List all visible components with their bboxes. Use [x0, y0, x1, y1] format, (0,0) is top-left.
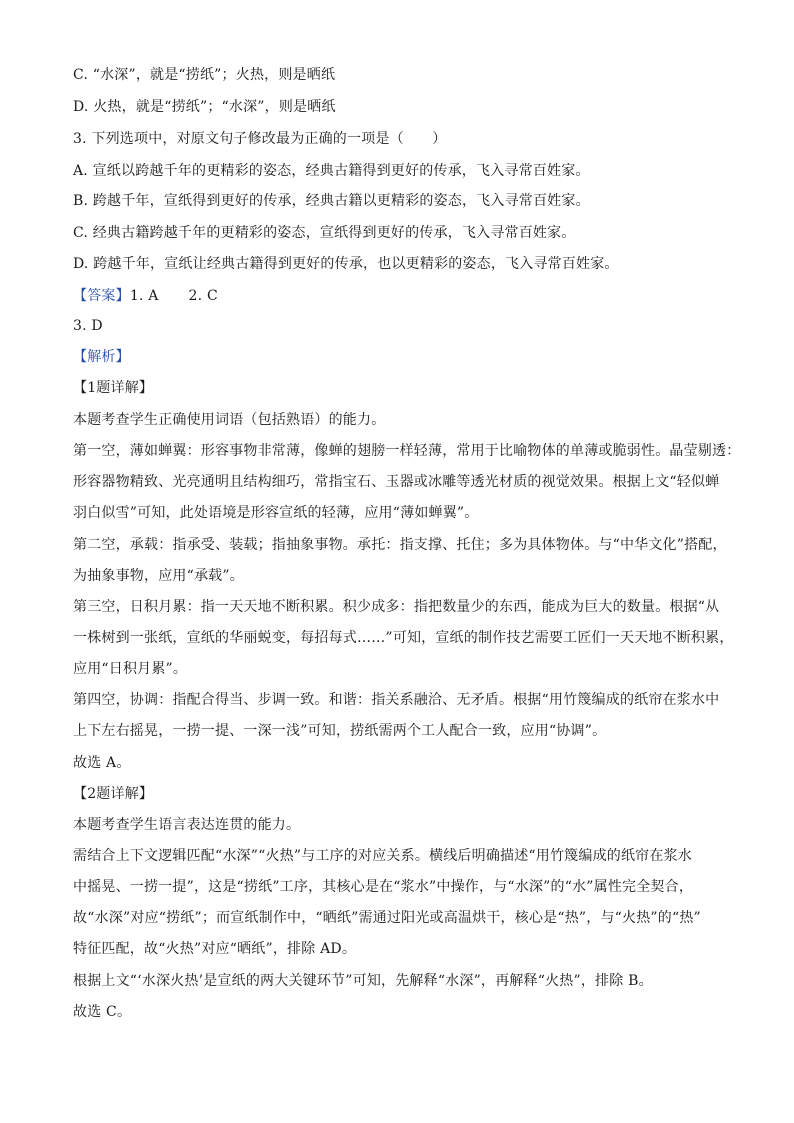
q1-line: 应用“日积月累”。	[73, 661, 188, 677]
q1-line: 一株树到一张纸，宣纸的华丽蜕变，每招每式……”可知，宣纸的制作技艺需要工匠们一天天地不断积累，	[73, 630, 734, 646]
option-2c: C. “水深”，就是“捞纸”；火热，则是晒纸	[73, 67, 336, 83]
q2-line: 根据上文“‘水深火热’是宣纸的两大关键环节”可知，先解释“水深”，再解释“火热”，排除 B。	[73, 973, 653, 989]
q2-line: 本题考查学生语言表达连贯的能力。	[73, 817, 301, 833]
option-2d: D. 火热，就是“捞纸”；“水深”，则是晒纸	[73, 99, 336, 115]
option-3d: D. 跨越千年，宣纸让经典古籍得到更好的传承，也以更精彩的姿态，飞入寻常百姓家。	[73, 256, 619, 272]
q1-line: 羽白似雪”可知，此处语境是形容宣纸的轻薄，应用“薄如蝉翼”。	[73, 505, 479, 521]
q2-line: 中摇晃、一捞一提”，这是“捞纸”工序，其核心是在“浆水”中操作，与“水深”的“水”属性完全契合，	[73, 879, 694, 895]
option-3c: C. 经典古籍跨越千年的更精彩的姿态，宣纸得到更好的传承，飞入寻常百姓家。	[73, 225, 576, 241]
q2-line: 故“水深”对应“捞纸”；而宣纸制作中，“晒纸”需通过阳光或高温烘干，核心是“热”，与“火热”的“热”	[73, 910, 701, 926]
q2-detail-header: 【2题详解】	[73, 786, 154, 802]
q1-line: 第四空，协调：指配合得当、步调一致。和谐：指关系融洽、无矛盾。根据“用竹篾编成的纸帘在浆水中	[73, 692, 720, 708]
analysis-tag: 【解析】	[73, 349, 130, 365]
q1-line: 第二空，承载：指承受、装载；指抽象事物。承托：指支撑、托住；多为具体物体。与“中华文化”搭配，	[73, 537, 727, 553]
q2-line: 需结合上下文逻辑匹配“水深”“火热”与工序的对应关系。横线后明确描述“用竹篾编成的纸帘在浆水	[73, 848, 692, 864]
q2-line: 故选 C。	[73, 1004, 132, 1020]
q1-line: 第三空，日积月累：指一天天地不断积累。积少成多：指把数量少的东西，能成为巨大的数量。根据“从	[73, 599, 720, 615]
q1-line: 第一空，薄如蝉翼：形容事物非常薄，像蝉的翅膀一样轻薄，常用于比喻物体的单薄或脆弱性。晶莹剔透：	[73, 443, 741, 459]
q2-line: 特征匹配，故“火热”对应“晒纸”，排除 AD。	[73, 941, 357, 957]
q1-line: 本题考查学生正确使用词语（包括熟语）的能力。	[73, 412, 386, 428]
answer-line	[73, 286, 218, 306]
answer-tag: 【答案】	[73, 288, 130, 304]
q1-line: 故选 A。	[73, 755, 131, 771]
question-3-stem: 3. 下列选项中，对原文句子修改最为正确的一项是（ ）	[73, 131, 447, 147]
q1-line: 为抽象事物，应用“承载”。	[73, 568, 244, 584]
option-3a: A. 宣纸以跨越千年的更精彩的姿态，经典古籍得到更好的传承，飞入寻常百姓家。	[73, 163, 590, 179]
option-3b: B. 跨越千年，宣纸得到更好的传承，经典古籍以更精彩的姿态，飞入寻常百姓家。	[73, 193, 590, 209]
answer-3: 3. D	[73, 318, 103, 334]
q1-line: 上下左右摇晃，一捞一提、一深一浅”可知，捞纸需两个工人配合一致，应用“协调”。	[73, 723, 607, 739]
answer-1: 1. A	[129, 288, 159, 304]
answer-2: 2. C	[188, 288, 218, 304]
q1-line: 形容器物精致、光亮通明且结构细巧，常指宝石、玉器或冰雕等透光材质的视觉效果。根据上文“轻似蝉	[73, 474, 720, 490]
q1-detail-header: 【1题详解】	[73, 380, 154, 396]
